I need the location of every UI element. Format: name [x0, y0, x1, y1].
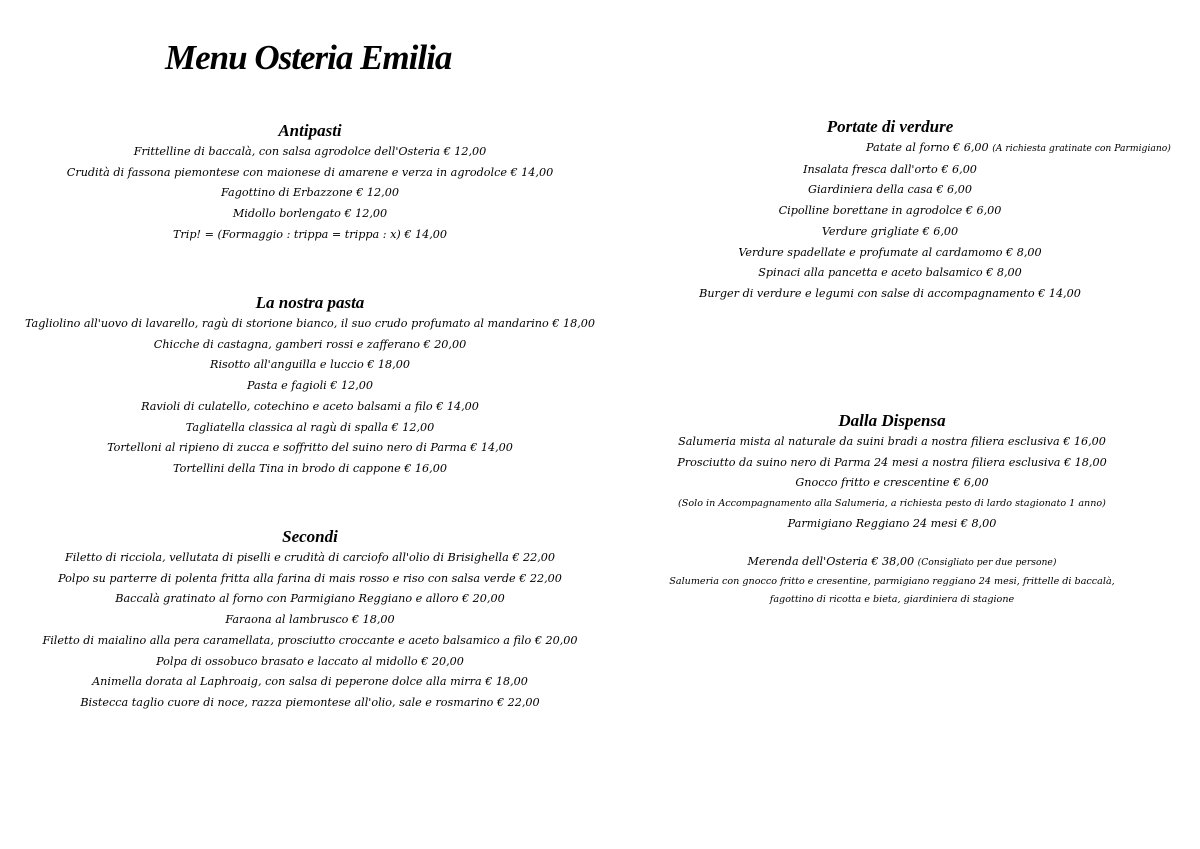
- secondi-list: [10, 548, 610, 714]
- menu-item: Fagottino di Erbazzone € 12,00: [221, 186, 399, 200]
- menu-item: Chicche di castagna, gamberi rossi e zafferano € 20,00: [153, 337, 467, 351]
- antipasti-heading: Antipasti: [278, 121, 342, 140]
- salumeria-note: (Solo in Accompagnamento alla Salumeria, a richiesta pesto di lardo stagionato 1 anno): [678, 498, 1106, 510]
- menu-item: Animella dorata al Laphroaig, con salsa di peperone dolce alla mirra € 18,00: [92, 675, 528, 689]
- merenda-description: Salumeria con gnocco fritto e cresentine, parmigiano reggiano 24 mesi, frittelle di baccalà,: [669, 575, 1115, 587]
- menu-item: Tortellini della Tina in brodo di cappone € 16,00: [173, 461, 447, 475]
- menu-item: Parmigiano Reggiano 24 mesi € 8,00: [787, 517, 997, 531]
- menu-item: Risotto all'anguilla e luccio € 18,00: [210, 358, 410, 372]
- secondi-section: [10, 526, 610, 714]
- secondi-heading: Secondi: [282, 527, 338, 546]
- menu-item: Spinaci alla pancetta e aceto balsamico € 8,00: [758, 266, 1022, 280]
- menu-item: Ravioli di culatello, cotechino e aceto balsami a filo € 14,00: [141, 399, 479, 413]
- menu-item: Crudità di fassona piemontese con maionese di amarene e verza in agrodolce € 14,00: [66, 165, 554, 179]
- pasta-list: [10, 314, 610, 480]
- menu-item: Giardiniera della casa € 6,00: [808, 183, 972, 197]
- menu-item: Filetto di ricciola, vellutata di piselli e crudità di carciofo all'olio di Brisighella € 22,00: [64, 551, 556, 564]
- verdure-list: [640, 138, 1171, 305]
- menu-item: Pasta e fagioli € 12,00: [246, 379, 374, 393]
- menu-item: Polpa di ossobuco brasato e laccato al midollo € 20,00: [156, 654, 464, 668]
- menu-item: Burger di verdure e legumi con salse di accompagnamento € 14,00: [699, 286, 1081, 300]
- antipasti-list: [60, 142, 560, 246]
- menu-title: Menu Osteria Emilia: [165, 38, 452, 77]
- antipasti-section: [60, 120, 560, 246]
- dispensa-list: [642, 432, 1142, 494]
- pasta-heading: La nostra pasta: [255, 293, 365, 312]
- menu-item: Bistecca taglio cuore di noce, razza piemontese all'olio, sale e rosmarino € 22,00: [80, 695, 540, 709]
- dispensa-list-2: [642, 514, 1142, 535]
- menu-item: Baccalà gratinato al forno con Parmigiano Reggiano e alloro € 20,00: [115, 592, 505, 606]
- dispensa-heading: Dalla Dispensa: [838, 411, 946, 430]
- menu-item: [640, 138, 1171, 160]
- menu-item: Polpo su parterre di polenta fritta alla farina di mais rosso e riso con salsa verde € 22,00: [58, 571, 562, 585]
- dispensa-section: [642, 410, 1142, 610]
- menu-item: Cipolline borettane in agrodolce € 6,00: [778, 204, 1002, 218]
- menu-item: Salumeria mista al naturale da suini bradi a nostra filiera esclusiva € 16,00: [678, 435, 1106, 448]
- menu-item: Prosciutto da suino nero di Parma 24 mesi a nostra filiera esclusiva € 18,00: [677, 455, 1107, 469]
- menu-item: Tortelloni al ripieno di zucca e soffritto del suino nero di Parma € 14,00: [107, 441, 513, 455]
- menu-item: Midollo borlengato € 12,00: [232, 207, 388, 221]
- verdure-heading: Portate di verdure: [826, 117, 954, 136]
- pasta-section: [10, 292, 610, 480]
- menu-item: Faraona al lambrusco € 18,00: [225, 613, 395, 627]
- menu-item: Tagliolino all'uovo di lavarello, ragù di storione bianco, il suo crudo profumato al mandarino € 18,00: [24, 317, 596, 330]
- merenda-description: fagottino di ricotta e bieta, giardiniera di stagione: [769, 594, 1015, 606]
- verdure-section: [640, 116, 1171, 305]
- patate-note: (A richiesta gratinate con Parmigiano): [992, 143, 1171, 154]
- menu-item: Gnocco fritto e crescentine € 6,00: [795, 476, 989, 490]
- merenda-label: Merenda dell'Osteria € 38,00: [747, 554, 915, 568]
- menu-item: Frittelline di baccalà, con salsa agrodolce dell'Osteria € 12,00: [133, 145, 487, 158]
- menu-item: Filetto di maialino alla pera caramellata, prosciutto croccante e aceto balsamico a filo € 20,00: [42, 633, 578, 647]
- menu-item: Tagliatella classica al ragù di spalla € 12,00: [185, 420, 435, 434]
- patate-item: Patate al forno € 6,00: [866, 141, 989, 154]
- menu-item: Trip! = (Formaggio : trippa = trippa : x) € 14,00: [172, 227, 448, 241]
- merenda-note: (Consigliato per due persone): [917, 556, 1057, 568]
- menu-item: Verdure grigliate € 6,00: [821, 224, 959, 238]
- merenda-item: [642, 552, 1142, 573]
- menu-item: Verdure spadellate e profumate al cardamomo € 8,00: [738, 245, 1042, 259]
- menu-item: Insalata fresca dall'orto € 6,00: [803, 162, 977, 176]
